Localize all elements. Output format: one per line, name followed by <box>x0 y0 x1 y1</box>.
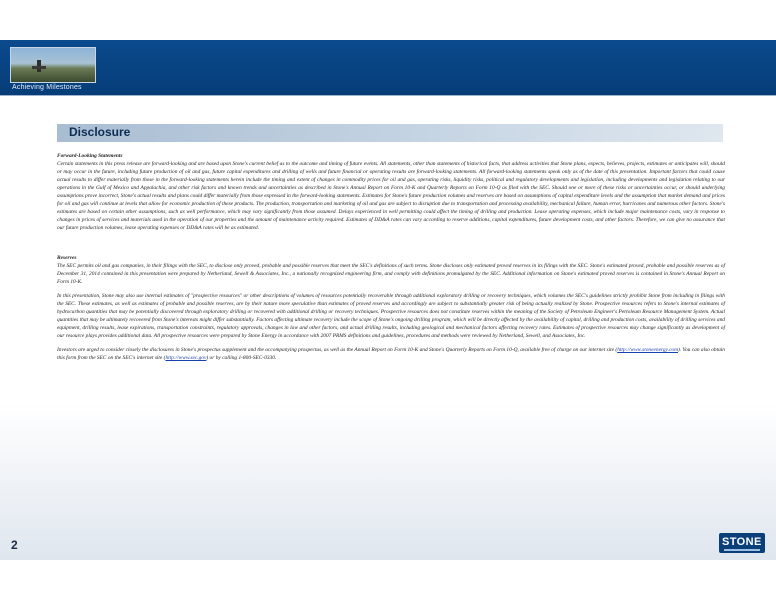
page-number: 2 <box>11 538 18 552</box>
investors-text-end: ) or by calling 1-800-SEC-0330. <box>206 355 277 361</box>
investors-text: Investors are urged to consider closely the disclosures in Stone's prospectus supplement and the accompanying prospectus, as well as the Annual Report on Form 10-K and Stone's Quarterly Reports on Form 10-Q, available free of charge on our internet site ( <box>57 347 618 353</box>
header-banner <box>0 40 776 96</box>
investors-text-middle: ). You can also obtain this form from the SEC on the SEC's internet site ( <box>57 347 725 361</box>
header-tagline: Achieving Milestones <box>12 84 82 91</box>
stone-logo <box>719 533 765 553</box>
spacer <box>57 246 725 254</box>
reserves-paragraph-3 <box>57 346 725 362</box>
spacer <box>57 238 725 246</box>
logo-underline <box>724 549 760 551</box>
disclosure-body <box>57 152 725 368</box>
stone-logo-text: STONE <box>722 536 762 548</box>
section-title: Disclosure <box>69 125 131 139</box>
forward-looking-paragraph: Certain statements in this press release are forward-looking and are based upon Stone's current belief as to the outcome and timing of future events. All statements, other than statements of historical facts, that address activities that Stone plans, expects, believes, projects, estimates or anticipates will, should or may occur in the future, including future production of oil and gas, future capital expenditures and drilling of wells and future financial or operating results are forward-looking statements. All forward-looking statements speak only as of the date of this presentation. Important factors that could cause actual results to differ materially from those in the forward-looking statements herein include the timing and extent of changes in commodity prices for oil and gas, operating risks, liquidity risks, political and regulatory developments and legislation, including developments and legislation relating to our operations in the Gulf of Mexico and Appalachia, and other risk factors and known trends and uncertainties as described in Stone's Annual Report on Form 10-K and Quarterly Reports on Form 10-Q as filed with the SEC. Should one or more of these risks or uncertainties occur, or should underlying assumptions prove incorrect, Stone's actual results and plans could differ materially from those expressed in the forward-looking statements. Estimates for Stone's future production volumes and reserves are based on assumptions of capital expenditure levels and the assumption that market demand and prices for oil and gas will continue at levels that allow for economic production of these products. The production, transportation and marketing of oil and gas are subject to disruption due to transportation and processing availability, mechanical failure, human error, hurricanes and numerous other factors. Stone's estimates are based on certain other assumptions, such as well performance, which may vary significantly from those assumed. Delays experienced in well permitting could affect the timing of drilling and production. Lease operating expenses, which include major maintenance costs, vary in response to changes in prices of services and materials used in the operation of our properties and the amount of maintenance activity required. Estimates of DD&A rates can vary according to reserve additions, capital expenditures, future development costs, and other factors. Therefore, we can give no assurance that our future production volumes, lease operating expenses or DD&A rates will be as estimated. <box>57 161 725 231</box>
reserves-paragraph-1: The SEC permits oil and gas companies, in their filings with the SEC, to disclose only proved, probable and possible reserves that meet the SEC's definitions of such terms. Stone discloses only estimated proved reserves in its filings with the SEC. Stone's estimated proved, probable and possible reserves as of December 31, 2014 contained in this presentation were prepared by Netherland, Sewell & Associates, Inc., a nationally recognized engineering firm, and comply with definitions promulgated by the SEC. Additional information on Stone's estimated proved reserves is contained in Stone's Annual Report on Form 10-K. <box>57 263 725 285</box>
section-title-bar <box>57 124 723 142</box>
rig-platform-icon <box>32 66 46 69</box>
reserves-heading: Reserves <box>57 255 77 261</box>
stone-website-link[interactable]: http://www.stoneenergy.com <box>617 347 678 353</box>
header-photo-logo <box>10 47 96 83</box>
forward-looking-heading: Forward-Looking Statements <box>57 153 123 159</box>
sec-website-link[interactable]: http://www.sec.gov <box>165 355 207 361</box>
reserves-paragraph-2: In this presentation, Stone may also use internal estimates of "prospective resources" or other descriptions of volumes of resources potentially recoverable through additional exploratory drilling or recovery techniques, which volumes the SEC's guidelines strictly prohibit Stone from including in filings with the SEC. These estimates, as well as estimates of probable and possible reserves, are by their nature more speculative than estimates of proved reserves and accordingly are subject to substantially greater risk of being actually realized by Stone. Prospective resources refers to Stone's internal estimates of hydrocarbon quantities that may be potentially discovered through exploratory drilling or recovered with additional drilling or recovery techniques. Prospective resources does not constitute reserves within the meaning of the Society of Petroleum Engineer's Petroleum Resource Management System. Actual quantities that may be ultimately recovered from Stone's interests might differ substantially. Factors affecting ultimate recovery include the scope of Stone's ongoing drilling program, which will be directly affected by the availability of capital, drilling and production costs, availability of drilling services and equipment, drilling results, lease expirations, transportation constraints, regulatory approvals, changes in law and other factors, and actual drilling results, including geological and mechanical factors affecting recovery rates. Estimates of prospective resources may change significantly as development of our resource plays provides additional data. All prospective resources were prepared by Stone Energy in accordance with 2007 PRMS definitions and guidelines, procedures and methods were reviewed by Netherland, Sewell, and Associates, Inc. <box>57 293 725 339</box>
